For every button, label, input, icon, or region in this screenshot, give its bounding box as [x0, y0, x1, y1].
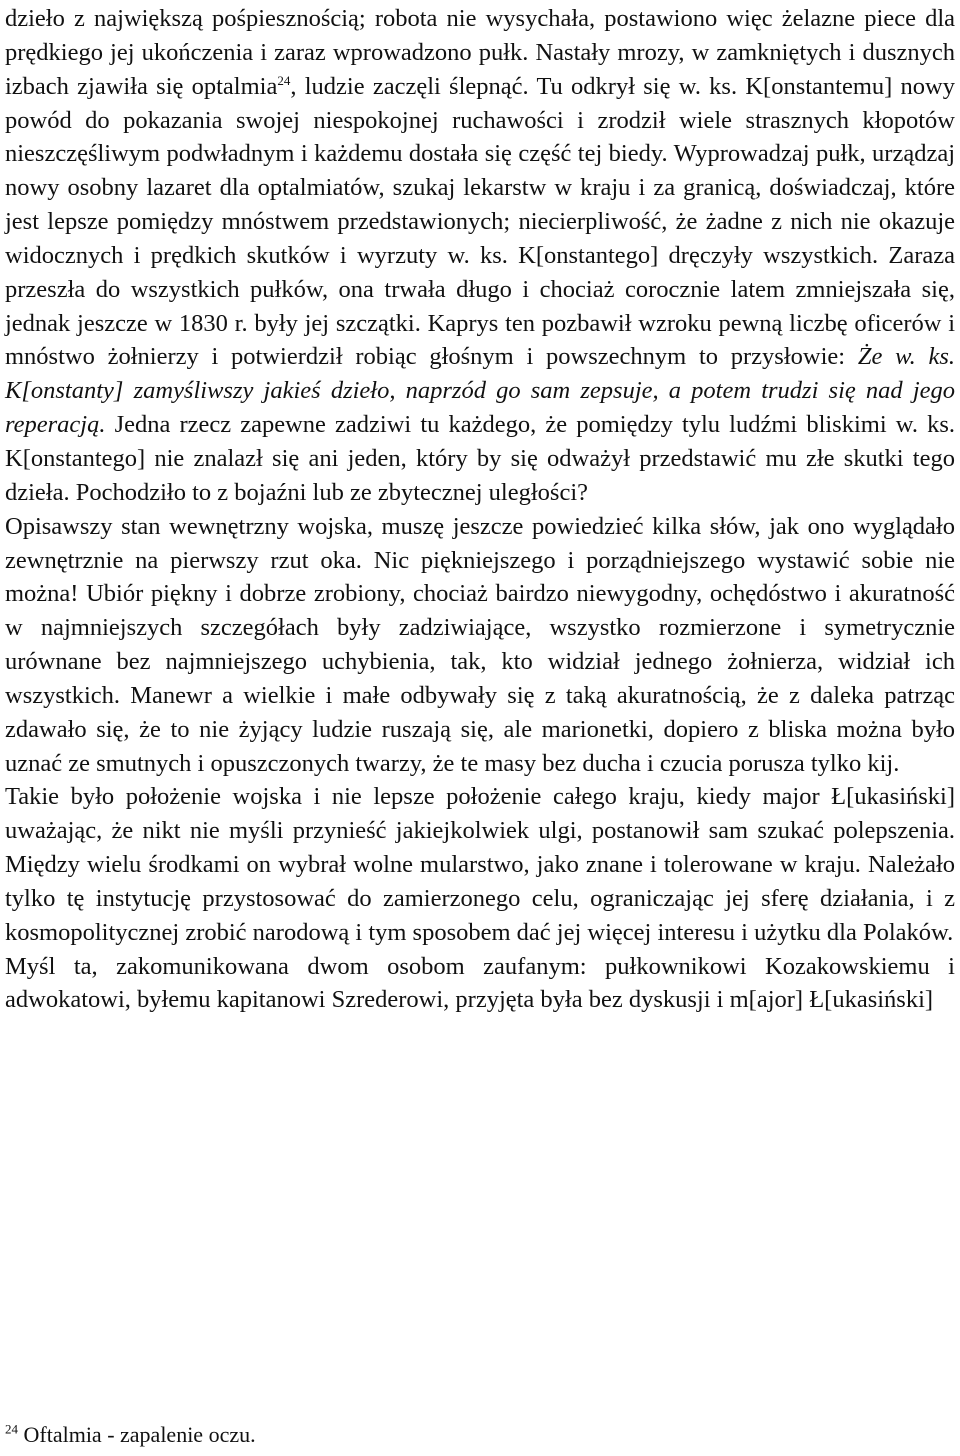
paragraph-text: Jedna rzecz zapewne zadziwi tu każdego, że pomiędzy tylu ludźmi bliskimi w. ks. K[onstantego] nie znalazł się ani jeden, który by się odważył przedstawić mu złe skutki tego dzieła. Pochodziło to z bojaźni lub ze zbytecznej uległości? — [5, 411, 955, 506]
paragraph — [5, 950, 955, 1018]
footnote-reference: 24 — [277, 72, 291, 88]
paragraph-text: Takie było położenie wojska i nie lepsze położenie całego kraju, kiedy major Ł[ukasiński] uważając, że nikt nie myśli przynieść jakiejkolwiek ulgi, postanowił sam szukać polepszenia. Między wielu środkami on wybrał wolne mularstwo, jako znane i tolerowane w kraju. Należało tylko tę instytucję przystosować do zamierzonego celu, ograniczając jej sferę działania, i z kosmopolitycznej zrobić narodową i tym sposobem dać jej więcej interesu i użytku dla Polaków. — [5, 783, 955, 946]
paragraph — [5, 510, 955, 781]
italic-quote: Że w. ks. K[onstanty] zamyśliwszy jakieś dzieło, naprzód go sam zepsuje, a potem trudzi się nad jego reperacją. — [5, 343, 955, 439]
footnote-number: 24 — [5, 1421, 18, 1437]
paragraph-text: Myśl ta, zakomunikowana dwom osobom zaufanym: pułkownikowi Kozakowskiemu i adwokatowi, byłemu kapitanowi Szrederowi, przyjęta była bez dyskusji i m[ajor] Ł[ukasiński] — [5, 952, 955, 1014]
paragraph — [5, 780, 955, 949]
paragraph-text: Opisawszy stan wewnętrzny wojska, muszę jeszcze powiedzieć kilka słów, jak ono wyglądało zewnętrznie na pierwszy rzut oka. Nic piękniejszego i porządniejszego wystawić sobie nie można! Ubiór piękny i dobrze zrobiony, chociaż bairdzo niewygodny, ochędóstwo i akuratność w najmniejszych szczegółach były zadziwiające, wszystko rozmierzone i symetrycznie urównane bez najmniejszego uchybienia, tak, kto widział jednego żołnierza, widział ich wszystkich. Manewr a wielkie i małe odbywały się z taką akuratnością, że z daleka patrząc zdawało się, że to nie żyjący ludzie ruszają się, ale marionetki, dopiero z bliska można było uznać ze smutnych i opuszczonych twarzy, że te masy bez ducha i czucia porusza tylko kij. — [5, 512, 955, 777]
footnote — [5, 1420, 605, 1450]
footnote-text: Oftalmia - zapalenie oczu. — [23, 1422, 256, 1447]
body-text — [5, 2, 955, 1017]
paragraph-text: dzieło z największą pośpiesznością; robota nie wysychała, postawiono więc żelazne piece dla prędkiego jej ukończenia i zaraz wprowadzono pułk. Nastały mrozy, w zamkniętych i dusznych izbach zjawiła się optalmia — [5, 5, 955, 100]
paragraph-text: , ludzie zaczęli ślepnąć. Tu odkrył się w. ks. K[onstantemu] nowy powód do pokazania swojej niespokojnej ruchawości i zrodził wiele strasznych kłopotów nieszczęśliwym podwładnym i każdemu dostała się część tej biedy. Wyprowadzaj pułk, urządzaj nowy osobny lazaret dla optalmiatów, szukaj lekarstw w kraju i za granicą, doświadczaj, które jest lepsze pomiędzy mnóstwem przedstawionych; niecierpliwość, że żadne z nich nie okazuje widocznych i prędkich skutków i wyrzuty w. ks. K[onstantego] dręczyły wszystkich. Zaraza przeszła do wszystkich pułków, ona trwała długo i chociaż corocznie latem zmniejszała się, jednak jeszcze w 1830 r. były jej szczątki. Kaprys ten pozbawił wzroku pewną liczbę oficerów i mnóstwo żołnierzy i potwierdził robiąc głośnym i powszechnym to przysłowie: — [5, 72, 955, 371]
paragraph — [5, 2, 955, 510]
